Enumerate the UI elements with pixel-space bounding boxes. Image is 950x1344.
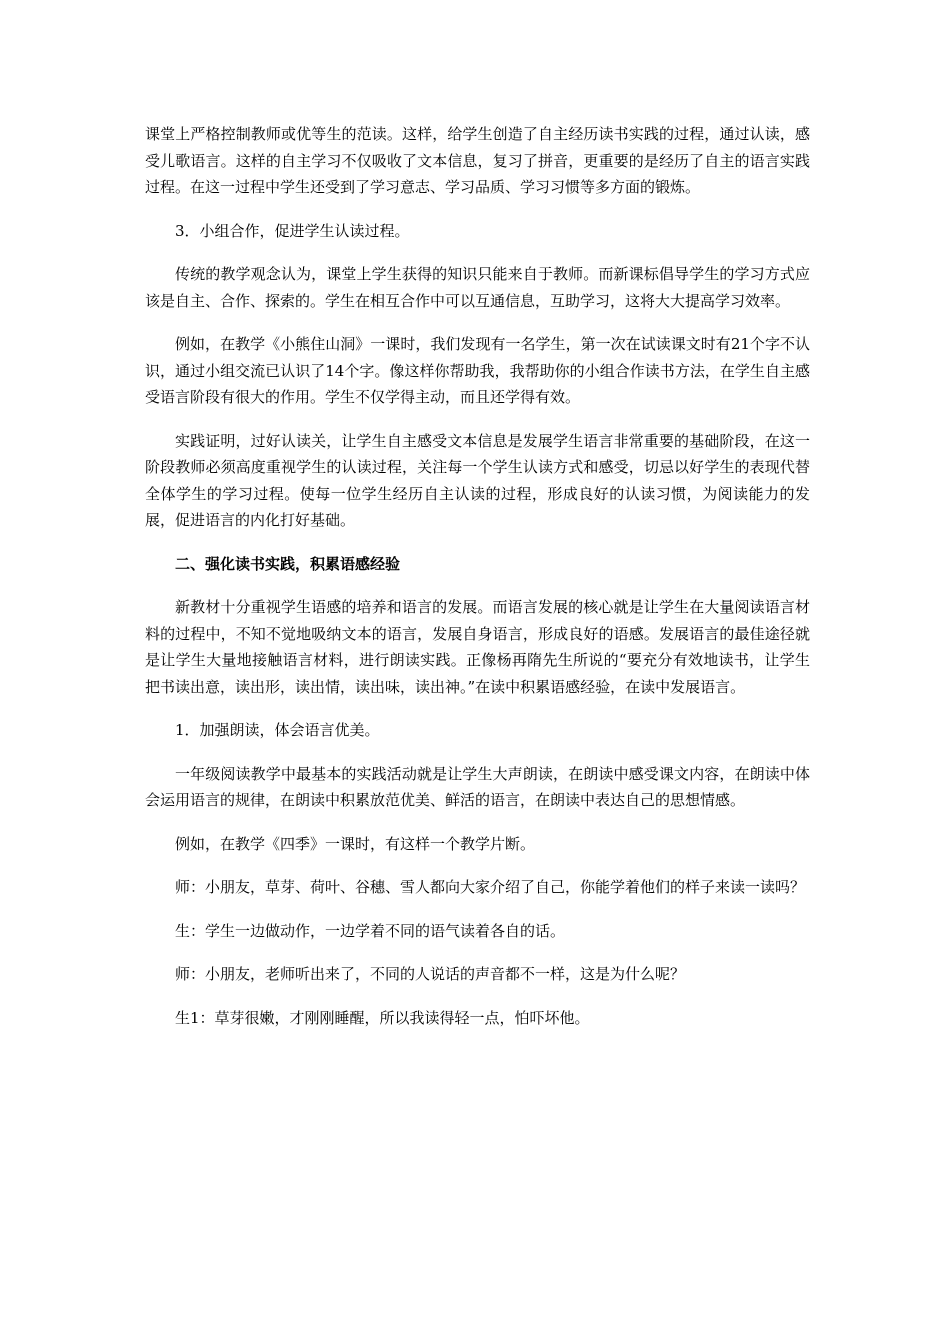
paragraph-example-four-seasons: 例如，在教学《四季》一课时，有这样一个教学片断。 [175,834,536,853]
paragraph-continued: 课堂上严格控制教师或优等生的范读。这样，给学生创造了自主经历读书实践的过程，通过认读，感受儿歌语言。这样的自主学习不仅吸收了文本信息，复习了拼音，更重要的是经历了自主的语言实践过程。在这一过程中学生还受到了学习意志、学习品质、学习习惯等多方面的锻炼。 [145,125,810,196]
dialogue-student-2: 生1：草芽很嫩，才刚刚睡醒，所以我读得轻一点，怕吓坏他。 [175,1008,590,1027]
subheading-group-cooperation: 3．小组合作，促进学生认读过程。 [175,221,410,240]
section-heading-reading-practice: 二、强化读书实践，积累语感经验 [175,554,401,573]
dialogue-teacher-2: 师：小朋友，老师听出来了，不同的人说话的声音都不一样，这是为什么呢？ [175,965,686,983]
subheading-strengthen-reading: 1．加强朗读，体会语言优美。 [175,721,380,739]
paragraph-example-bear-cave: 例如，在教学《小熊住山洞》一课时，我们发现有一名学生，第一次在试读课文时有21个字不认识，通过小组交流已认识了14个字。像这样你帮助我，我帮助你的小组合作读书方法，在学生自主感受语言阶段有很大的作用。学生不仅学得主动，而且还学得有效。 [145,335,810,406]
paragraph-traditional-teaching: 传统的教学观念认为，课堂上学生获得的知识只能来自于教师。而新课标倡导学生的学习方式应该是自主、合作、探索的。学生在相互合作中可以互通信息，互助学习，这将大大提高学习效率。 [145,265,810,310]
dialogue-student-1: 生：学生一边做动作，一边学着不同的语气读着各自的话。 [175,921,566,940]
document-page [145,121,810,1048]
dialogue-teacher-1: 师：小朋友，草芽、荷叶、谷穗、雪人都向大家介绍了自己，你能学着他们的样子来读一读吗？ [175,878,806,896]
paragraph-first-grade-reading: 一年级阅读教学中最基本的实践活动就是让学生大声朗读，在朗读中感受课文内容，在朗读中体会运用语言的规律，在朗读中积累放范优美、鲜活的语言，在朗读中表达自己的思想情感。 [145,764,810,809]
paragraph-practice-proves: 实践证明，过好认读关，让学生自主感受文本信息是发展学生语言非常重要的基础阶段，在这一阶段教师必须高度重视学生的认读过程，关注每一个学生认读方式和感受，切忌以好学生的表现代替全体学生的学习过程。使每一位学生经历自主认读的过程，形成良好的认读习惯，为阅读能力的发展，促进语言的内化打好基础。 [145,431,810,529]
paragraph-new-textbook: 新教材十分重视学生语感的培养和语言的发展。而语言发展的核心就是让学生在大量阅读语言材料的过程中，不知不觉地吸纳文本的语言，发展自身语言，形成良好的语感。发展语言的最佳途径就是让学生大量地接触语言材料，进行朗读实践。正像杨再隋先生所说的“要充分有效地读书，让学生把书读出意，读出形，读出情，读出味，读出神。”在读中积累语感经验，在读中发展语言。 [145,598,810,696]
